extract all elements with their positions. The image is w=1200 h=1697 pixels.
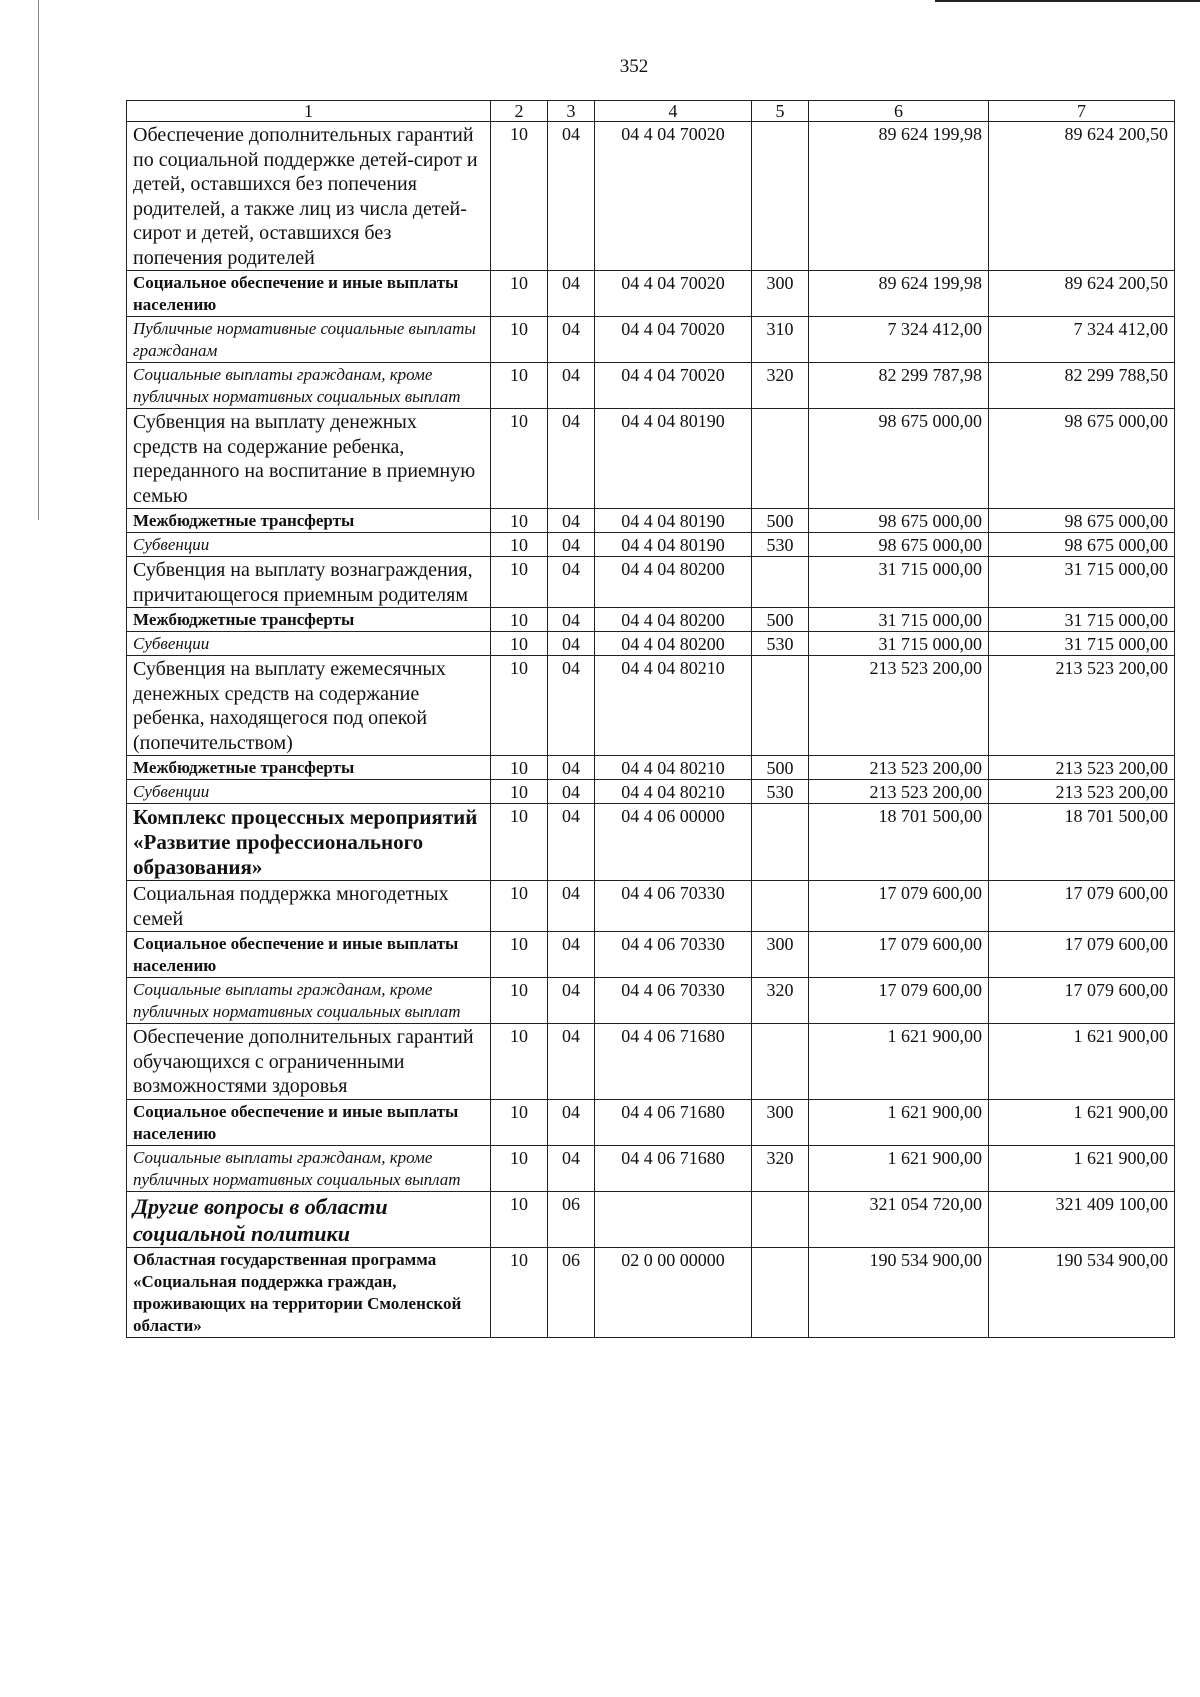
row-amount-2: 98 675 000,00 <box>989 509 1175 533</box>
row-target-code: 04 4 04 70020 <box>595 317 752 363</box>
row-target-code: 04 4 06 71680 <box>595 1145 752 1191</box>
row-amount-2: 31 715 000,00 <box>989 557 1175 608</box>
row-expense-type: 300 <box>752 1099 809 1145</box>
row-name: Субвенции <box>127 533 491 557</box>
table-row <box>127 608 1175 632</box>
row-amount-2: 18 701 500,00 <box>989 804 1175 881</box>
row-subsection: 04 <box>548 881 595 932</box>
row-amount-2: 98 675 000,00 <box>989 533 1175 557</box>
row-target-code: 02 0 00 00000 <box>595 1247 752 1337</box>
row-section: 10 <box>491 756 548 780</box>
table-row <box>127 780 1175 804</box>
row-section: 10 <box>491 881 548 932</box>
row-expense-type <box>752 557 809 608</box>
row-name: Межбюджетные трансферты <box>127 608 491 632</box>
table-row <box>127 756 1175 780</box>
row-subsection: 04 <box>548 804 595 881</box>
row-expense-type: 300 <box>752 932 809 978</box>
row-amount-2: 31 715 000,00 <box>989 632 1175 656</box>
row-target-code: 04 4 04 80210 <box>595 780 752 804</box>
row-target-code: 04 4 06 70330 <box>595 932 752 978</box>
left-margin-line <box>38 0 39 520</box>
row-amount-2: 1 621 900,00 <box>989 1099 1175 1145</box>
row-expense-type: 310 <box>752 317 809 363</box>
row-subsection: 04 <box>548 632 595 656</box>
row-target-code: 04 4 04 80190 <box>595 409 752 509</box>
row-amount-1: 1 621 900,00 <box>809 1099 989 1145</box>
row-name: Обеспечение дополнительных гарантий обучающихся с ограниченными возможностями здоровья <box>127 1024 491 1100</box>
row-amount-2: 213 523 200,00 <box>989 756 1175 780</box>
row-amount-1: 7 324 412,00 <box>809 317 989 363</box>
row-expense-type <box>752 1191 809 1247</box>
row-amount-1: 31 715 000,00 <box>809 632 989 656</box>
row-subsection: 06 <box>548 1191 595 1247</box>
table-row <box>127 509 1175 533</box>
table-row <box>127 932 1175 978</box>
row-section: 10 <box>491 804 548 881</box>
row-subsection: 04 <box>548 656 595 756</box>
row-name: Межбюджетные трансферты <box>127 509 491 533</box>
table-row <box>127 978 1175 1024</box>
row-amount-1: 31 715 000,00 <box>809 608 989 632</box>
row-amount-2: 82 299 788,50 <box>989 363 1175 409</box>
row-expense-type: 500 <box>752 608 809 632</box>
row-name: Социальная поддержка многодетных семей <box>127 881 491 932</box>
row-name: Областная государственная программа «Социальная поддержка граждан, проживающих на территории Смоленской области» <box>127 1247 491 1337</box>
row-subsection: 04 <box>548 533 595 557</box>
table-row <box>127 804 1175 881</box>
row-expense-type: 530 <box>752 533 809 557</box>
row-expense-type: 300 <box>752 271 809 317</box>
row-amount-1: 82 299 787,98 <box>809 363 989 409</box>
table-row <box>127 1191 1175 1247</box>
row-subsection: 04 <box>548 317 595 363</box>
row-section: 10 <box>491 608 548 632</box>
row-amount-1: 31 715 000,00 <box>809 557 989 608</box>
row-target-code: 04 4 04 70020 <box>595 363 752 409</box>
row-target-code: 04 4 06 00000 <box>595 804 752 881</box>
row-amount-2: 98 675 000,00 <box>989 409 1175 509</box>
row-name: Социальные выплаты гражданам, кроме публичных нормативных социальных выплат <box>127 363 491 409</box>
table-row <box>127 656 1175 756</box>
row-name: Субвенции <box>127 632 491 656</box>
row-amount-1: 190 534 900,00 <box>809 1247 989 1337</box>
row-expense-type: 530 <box>752 780 809 804</box>
row-amount-2: 17 079 600,00 <box>989 978 1175 1024</box>
row-expense-type <box>752 122 809 271</box>
row-subsection: 04 <box>548 557 595 608</box>
row-section: 10 <box>491 1024 548 1100</box>
row-section: 10 <box>491 632 548 656</box>
table-row <box>127 1099 1175 1145</box>
row-amount-2: 89 624 200,50 <box>989 122 1175 271</box>
header-col-4: 4 <box>595 101 752 122</box>
row-target-code: 04 4 04 80200 <box>595 608 752 632</box>
row-expense-type <box>752 1024 809 1100</box>
row-expense-type <box>752 804 809 881</box>
row-subsection: 04 <box>548 363 595 409</box>
row-target-code: 04 4 04 80190 <box>595 533 752 557</box>
header-col-7: 7 <box>989 101 1175 122</box>
row-name: Субвенция на выплату ежемесячных денежных средств на содержание ребенка, находящегося под опекой (попечительством) <box>127 656 491 756</box>
row-target-code <box>595 1191 752 1247</box>
row-subsection: 04 <box>548 122 595 271</box>
row-amount-2: 89 624 200,50 <box>989 271 1175 317</box>
header-row <box>127 101 1175 122</box>
row-section: 10 <box>491 1247 548 1337</box>
row-amount-1: 213 523 200,00 <box>809 780 989 804</box>
row-expense-type: 500 <box>752 509 809 533</box>
row-subsection: 04 <box>548 780 595 804</box>
row-name: Социальные выплаты гражданам, кроме публичных нормативных социальных выплат <box>127 1145 491 1191</box>
row-amount-1: 17 079 600,00 <box>809 881 989 932</box>
row-amount-1: 17 079 600,00 <box>809 932 989 978</box>
row-expense-type <box>752 1247 809 1337</box>
row-amount-2: 17 079 600,00 <box>989 932 1175 978</box>
row-section: 10 <box>491 1191 548 1247</box>
row-subsection: 04 <box>548 756 595 780</box>
row-name: Социальное обеспечение и иные выплаты населению <box>127 271 491 317</box>
row-amount-1: 98 675 000,00 <box>809 533 989 557</box>
row-subsection: 04 <box>548 409 595 509</box>
row-name: Комплекс процессных мероприятий «Развитие профессионального образования» <box>127 804 491 881</box>
row-amount-1: 213 523 200,00 <box>809 756 989 780</box>
row-target-code: 04 4 06 71680 <box>595 1099 752 1145</box>
row-target-code: 04 4 04 80200 <box>595 632 752 656</box>
row-subsection: 04 <box>548 1099 595 1145</box>
row-subsection: 04 <box>548 271 595 317</box>
row-name: Обеспечение дополнительных гарантий по социальной поддержке детей-сирот и детей, оставшихся без попечения родителей, а также лиц из числа детей-сирот и детей, оставшихся без попечения родителей <box>127 122 491 271</box>
table-row <box>127 1247 1175 1337</box>
row-section: 10 <box>491 978 548 1024</box>
row-section: 10 <box>491 932 548 978</box>
row-target-code: 04 4 06 71680 <box>595 1024 752 1100</box>
table-row <box>127 881 1175 932</box>
row-subsection: 06 <box>548 1247 595 1337</box>
header-col-3: 3 <box>548 101 595 122</box>
row-section: 10 <box>491 557 548 608</box>
row-section: 10 <box>491 656 548 756</box>
table-row <box>127 1024 1175 1100</box>
row-amount-1: 1 621 900,00 <box>809 1145 989 1191</box>
row-target-code: 04 4 04 70020 <box>595 271 752 317</box>
row-target-code: 04 4 06 70330 <box>595 978 752 1024</box>
row-amount-2: 213 523 200,00 <box>989 656 1175 756</box>
row-amount-2: 17 079 600,00 <box>989 881 1175 932</box>
budget-table <box>126 100 1175 1338</box>
table-row <box>127 1145 1175 1191</box>
header-col-5: 5 <box>752 101 809 122</box>
row-name: Социальное обеспечение и иные выплаты населению <box>127 1099 491 1145</box>
table-row <box>127 533 1175 557</box>
row-expense-type <box>752 409 809 509</box>
table-row <box>127 271 1175 317</box>
row-expense-type: 500 <box>752 756 809 780</box>
top-edge-line <box>935 0 1200 2</box>
row-target-code: 04 4 04 80210 <box>595 656 752 756</box>
row-target-code: 04 4 04 80200 <box>595 557 752 608</box>
row-name: Другие вопросы в области социальной политики <box>127 1191 491 1247</box>
row-subsection: 04 <box>548 1145 595 1191</box>
table-row <box>127 557 1175 608</box>
row-amount-1: 89 624 199,98 <box>809 271 989 317</box>
table-row <box>127 363 1175 409</box>
row-subsection: 04 <box>548 978 595 1024</box>
table-row <box>127 317 1175 363</box>
row-expense-type: 320 <box>752 978 809 1024</box>
row-amount-1: 98 675 000,00 <box>809 409 989 509</box>
table-row <box>127 409 1175 509</box>
row-amount-1: 18 701 500,00 <box>809 804 989 881</box>
table-row <box>127 122 1175 271</box>
row-subsection: 04 <box>548 509 595 533</box>
row-expense-type <box>752 881 809 932</box>
row-name: Публичные нормативные социальные выплаты гражданам <box>127 317 491 363</box>
page-number: 352 <box>619 56 649 77</box>
row-section: 10 <box>491 1145 548 1191</box>
row-section: 10 <box>491 509 548 533</box>
row-amount-2: 190 534 900,00 <box>989 1247 1175 1337</box>
row-subsection: 04 <box>548 1024 595 1100</box>
header-col-2: 2 <box>491 101 548 122</box>
row-name: Социальные выплаты гражданам, кроме публичных нормативных социальных выплат <box>127 978 491 1024</box>
row-target-code: 04 4 06 70330 <box>595 881 752 932</box>
row-amount-1: 98 675 000,00 <box>809 509 989 533</box>
row-amount-2: 321 409 100,00 <box>989 1191 1175 1247</box>
row-name: Социальное обеспечение и иные выплаты населению <box>127 932 491 978</box>
row-section: 10 <box>491 271 548 317</box>
row-subsection: 04 <box>548 608 595 632</box>
row-expense-type: 320 <box>752 363 809 409</box>
header-col-1: 1 <box>127 101 491 122</box>
row-amount-1: 89 624 199,98 <box>809 122 989 271</box>
row-section: 10 <box>491 317 548 363</box>
row-name: Субвенции <box>127 780 491 804</box>
row-target-code: 04 4 04 80190 <box>595 509 752 533</box>
row-expense-type: 320 <box>752 1145 809 1191</box>
row-section: 10 <box>491 533 548 557</box>
row-amount-2: 213 523 200,00 <box>989 780 1175 804</box>
row-section: 10 <box>491 780 548 804</box>
row-amount-2: 7 324 412,00 <box>989 317 1175 363</box>
row-target-code: 04 4 04 80210 <box>595 756 752 780</box>
row-amount-1: 1 621 900,00 <box>809 1024 989 1100</box>
row-section: 10 <box>491 122 548 271</box>
row-section: 10 <box>491 409 548 509</box>
row-amount-1: 213 523 200,00 <box>809 656 989 756</box>
row-expense-type: 530 <box>752 632 809 656</box>
row-amount-1: 17 079 600,00 <box>809 978 989 1024</box>
row-name: Субвенция на выплату денежных средств на содержание ребенка, переданного на воспитание в приемную семью <box>127 409 491 509</box>
table-row <box>127 632 1175 656</box>
row-name: Межбюджетные трансферты <box>127 756 491 780</box>
row-subsection: 04 <box>548 932 595 978</box>
row-amount-2: 1 621 900,00 <box>989 1145 1175 1191</box>
row-amount-2: 31 715 000,00 <box>989 608 1175 632</box>
row-amount-1: 321 054 720,00 <box>809 1191 989 1247</box>
row-amount-2: 1 621 900,00 <box>989 1024 1175 1100</box>
header-col-6: 6 <box>809 101 989 122</box>
row-section: 10 <box>491 363 548 409</box>
row-expense-type <box>752 656 809 756</box>
row-name: Субвенция на выплату вознаграждения, причитающегося приемным родителям <box>127 557 491 608</box>
row-section: 10 <box>491 1099 548 1145</box>
row-target-code: 04 4 04 70020 <box>595 122 752 271</box>
